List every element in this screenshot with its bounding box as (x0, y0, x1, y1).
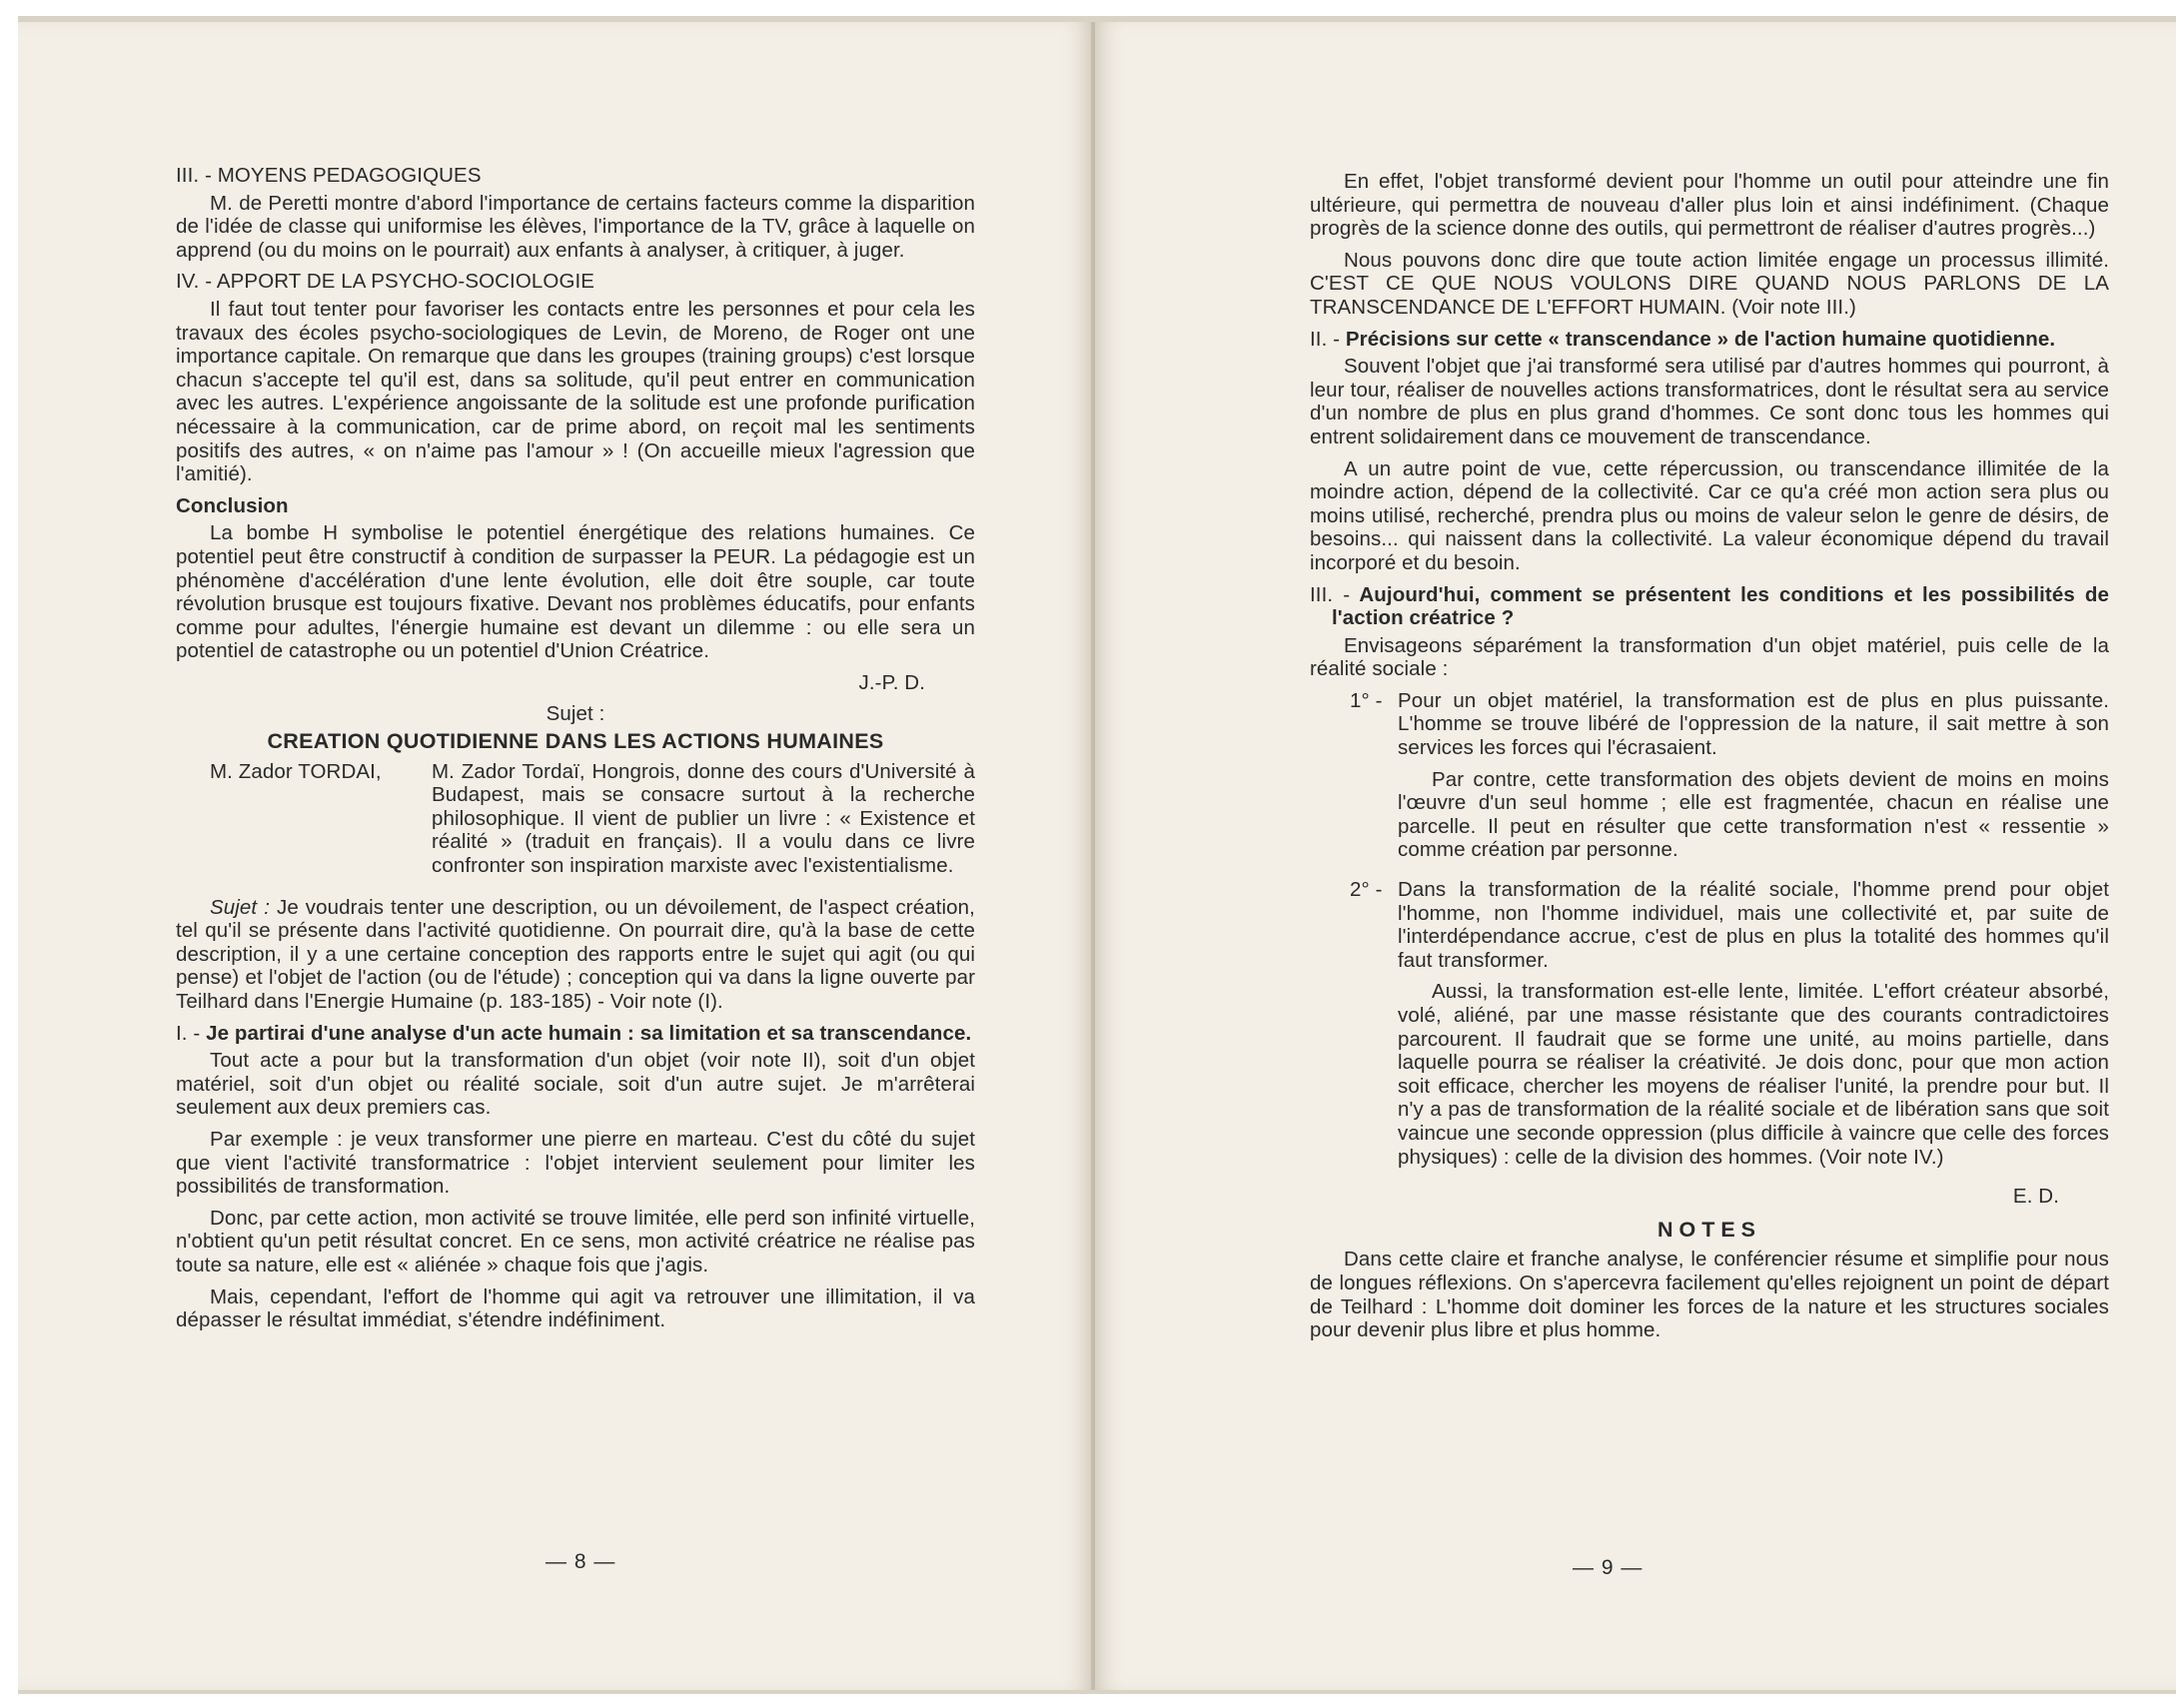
list-item-2 (1310, 878, 2109, 1177)
list-item-2-number: 2° - (1350, 878, 1383, 902)
signature-ed: E. D. (2012, 1185, 2059, 1209)
paragraph-souvent: Souvent l'objet que j'ai transformé sera utilisé par d'autres hommes qui pourront, à leur tour, réaliser de nouvelles actions transformatrices, dont le résultat sera au service d'un nombre de plus en plus grand d'hommes. Ce sont donc tous les hommes qui entrent solidairement dans ce mouvement de transcendance. (1310, 355, 2109, 448)
paragraph-en-effet: En effet, l'objet transformé devient pour l'homme un outil pour atteindre une fin ultérieure, qui permettra de nouveau d'aller plus loin et ainsi indéfiniment. (Chaque progrès de la science donne des outils, qui permettront de réaliser d'autres progrès...) (1310, 170, 2109, 241)
part-2-title: Précisions sur cette « transcendance » de l'action humaine quotidienne. (1345, 327, 2056, 351)
notes-paragraph: Dans cette claire et franche analyse, le conférencier résume et simplifie pour nous de longues réflexions. On s'apercevra facilement qu'elles rejoignent un point de départ de Teilhard : L'homme doit dominer les forces de la nature et les structures sociales pour devenir plus libre et plus homme. (1310, 1248, 2109, 1342)
section-3-heading: III. - MOYENS PEDAGOGIQUES (176, 164, 482, 187)
part-3-number: III. - (1310, 582, 1351, 606)
booklet-spread (18, 16, 2176, 1694)
list-item-2-paragraph-2: Aussi, la transformation est-elle lente, limitée. L'effort créateur absorbé, volé, aliéné, par une masse résistante que des courants contradictoires parcourent. Il faudrait que se forme une unité, au moins partielle, dans laquelle pourra se réaliser la créativité. Je dois donc, pour que mon action soit efficace, chercher les moyens de réaliser l'unité, la prendre pour but. Il n'y a pas de transformation de la réalité sociale et de libération sans que soit vaincue une seconde oppression (plus difficile à vaincre que celle des forces physiques) : celle de la division des hommes. (Voir note IV.) (1398, 980, 2109, 1169)
right-text-column (1310, 170, 2109, 1350)
part-1-title: Je partirai d'une analyse d'un acte humain : sa limitation et sa transcendance. (206, 1021, 972, 1045)
page-8 (18, 22, 1091, 1690)
speaker-bio: M. Zador Tordaï, Hongrois, donne des cours d'Université à Budapest, mais se consacre surtout à la recherche philosophique. Il vient de publier un livre : « Existence et réalité » (traduit en français). Il a voulu dans ce livre confronter son inspiration marxiste avec l'existentialisme. (432, 759, 975, 878)
paragraph-tout-acte: Tout acte a pour but la transformation d'un objet (voir note II), soit d'un objet matériel, soit d'un objet ou réalité sociale, soit d'un autre sujet. Je m'arrêterai seulement aux deux premiers cas. (176, 1049, 975, 1120)
list-item-2-paragraph-1: Dans la transformation de la réalité sociale, l'homme prend pour objet l'homme, non l'homme individuel, mais une collectivité et, par suite de l'interdépendance accrue, c'est de plus en plus la totalité des hommes qu'il faut transformer. (1398, 878, 2109, 972)
subject-paragraph-label: Sujet : (210, 895, 270, 919)
conclusion-paragraph: La bombe H symbolise le potentiel énergétique des relations humaines. Ce potentiel peut être constructif à condition de surpasser la PEUR. La pédagogie est un phénomène d'accélération d'une lente évolution, elle doit être souple, car toute révolution brusque est toujours fixative. Devant nos problèmes éducatifs, pour enfants comme pour adultes, l'énergie humaine est devant un dilemme : ou elle sera un potentiel de catastrophe ou un potentiel d'Union Créatrice. (176, 521, 975, 663)
part-1-number: I. - (176, 1021, 201, 1045)
speaker-intro (176, 760, 975, 878)
list-item-1-paragraph-2: Par contre, cette transformation des objets devient de moins en moins l'œuvre d'un seul homme ; elle est fragmentée, chacun en réalise une parcelle. Il peut en résulter que cette transformation n'est « ressentie » comme création par personne. (1398, 767, 2109, 862)
page-number-9: — 9 — (1573, 1556, 1643, 1579)
section-3-paragraph: M. de Peretti montre d'abord l'importance de certains facteurs comme la disparition de l'idée de classe qui uniformise les élèves, l'importance de la TV, grâce à laquelle on apprend (ou du moins on le pourrait) aux enfants à analyser, à critiquer, à juger. (176, 191, 975, 262)
part-1-heading (176, 1022, 975, 1046)
list-item-1 (1310, 689, 2109, 870)
paragraph-donc: Donc, par cette action, mon activité se trouve limitée, elle perd son infinité virtuelle, n'obtient qu'un petit résultat concret. En ce sens, mon activité créatrice ne réalise pas toute sa nature, elle est « aliénée » chaque fois que j'agis. (176, 1206, 975, 1277)
conclusion-heading: Conclusion (176, 493, 289, 517)
paragraph-envisageons: Envisageons séparément la transformation d'un objet matériel, puis celle de la réalité sociale : (1310, 633, 2109, 681)
paragraph-par-exemple: Par exemple : je veux transformer une pierre en marteau. C'est du côté du sujet que vient l'activité transformatrice : l'objet intervient seulement pour limiter les possibilités de transformation. (176, 1127, 975, 1199)
lecture-title: CREATION QUOTIDIENNE DANS LES ACTIONS HUMAINES (267, 729, 884, 754)
part-3-title: Aujourd'hui, comment se présentent les conditions et les possibilités de l'action créatrice ? (1332, 582, 2109, 630)
paragraph-nous-pouvons: Nous pouvons donc dire que toute action limitée engage un processus illimité. C'EST CE QUE NOUS VOULONS DIRE QUAND NOUS PARLONS DE LA TRANSCENDANCE DE L'EFFORT HUMAIN. (Voir note III.) (1310, 248, 2109, 319)
speaker-name: M. Zador TORDAI, (210, 759, 382, 783)
list-item-1-number: 1° - (1350, 688, 1383, 712)
left-text-column (176, 158, 975, 1340)
list-item-1-body (1398, 689, 2109, 870)
paragraph-mais: Mais, cependant, l'effort de l'homme qui agit va retrouver une illimitation, il va dépasser le résultat immédiat, s'étendre indéfiniment. (176, 1284, 975, 1332)
section-4-heading: IV. - APPORT DE LA PSYCHO-SOCIOLOGIE (176, 270, 595, 294)
list-item-1-paragraph-1: Pour un objet matériel, la transformation est de plus en plus puissante. L'homme se trouve libéré de l'oppression de la nature, il sait mettre à son services les forces qui l'écrasaient. (1398, 688, 2109, 760)
signature-jpd: J.-P. D. (858, 670, 925, 694)
notes-heading: NOTES (1656, 1217, 1762, 1242)
part-2-number: II. - (1310, 327, 1341, 351)
page-9 (1095, 22, 2176, 1690)
part-3-heading (1310, 583, 2109, 630)
list-item-2-body (1398, 878, 2109, 1177)
paragraph-autre-point: A un autre point de vue, cette répercussion, ou transcendance illimitée de la moindre action, dépend de la collectivité. Car ce qu'a créé mon action sera plus ou moins utilisé, recherché, prendra plus ou moins de valeur selon le genre de désirs, de besoins... qui naissent dans la collectivité. La valeur économique dépend du travail incorporé et du besoin. (1310, 456, 2109, 574)
section-4-paragraph: Il faut tout tenter pour favoriser les contacts entre les personnes et pour cela les travaux des écoles psycho-sociologiques de Levin, de Moreno, de Roger ont une importance capitale. On remarque que dans les groupes (training groups) c'est lorsque chacun s'accepte tel qu'il est, dans sa solitude, qu'il peut entrer en communication avec les autres. L'expérience angoissante de la solitude est une profonde purification nécessaire à la communication, car de prime abord, on reçoit mal les sentiments positifs des autres, « on n'aime pas l'amour » ! (On accueille mieux l'agression que l'amitié). (176, 297, 975, 486)
subject-paragraph (176, 896, 975, 1014)
part-2-heading (1310, 328, 2109, 352)
subject-label: Sujet : (546, 702, 605, 726)
subject-paragraph-text: Je voudrais tenter une description, ou un dévoilement, de l'aspect création, tel qu'il se présente dans l'activité quotidienne. On pourrait dire, qu'à la base de cette description, il y a une certaine conception des rapports entre le sujet qui agit (ou qui pense) et l'objet de l'action (ou de l'étude) ; conception qui va dans la ligne ouverte par Teilhard dans l'Energie Humaine (p. 183-185) - Voir note (I). (176, 895, 975, 1013)
page-number-8: — 8 — (546, 1550, 616, 1573)
